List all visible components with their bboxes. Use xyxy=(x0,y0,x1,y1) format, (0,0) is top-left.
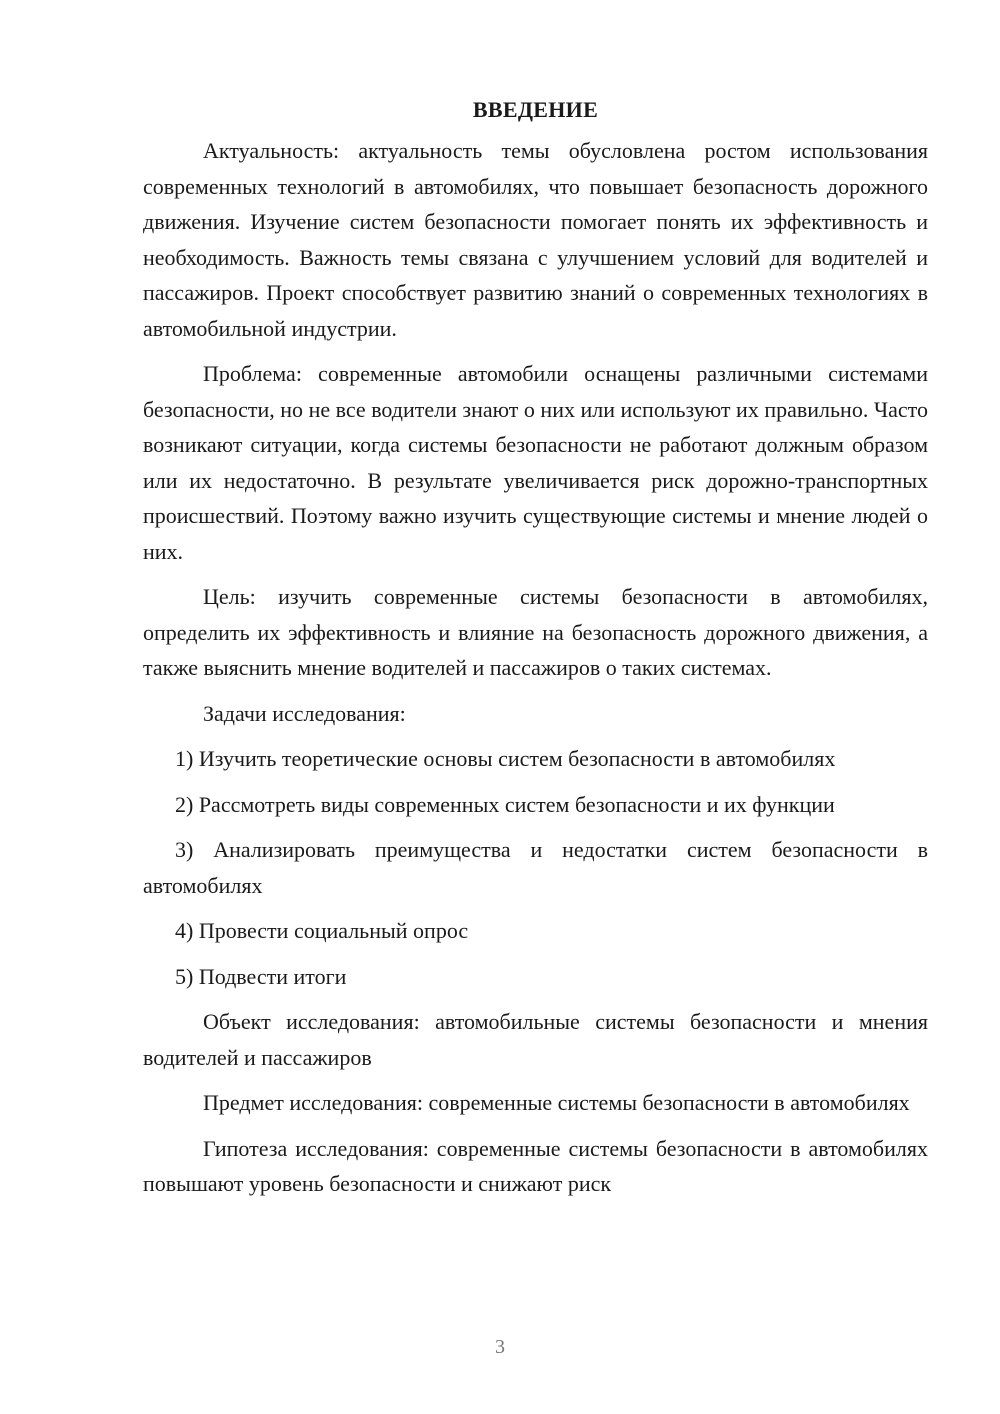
goal-paragraph: Цель: изучить современные системы безопасности в автомобилях, определить их эффективность и влияние на безопасность дорожного движения, а также выяснить мнение водителей и пассажиров о таких системах. xyxy=(143,584,928,680)
object-paragraph: Объект исследования: автомобильные системы безопасности и мнения водителей и пассажиров xyxy=(143,1009,928,1070)
hypothesis-paragraph: Гипотеза исследования: современные системы безопасности в автомобилях повышают уровень безопасности и снижают риск xyxy=(143,1135,928,1196)
page-number: 3 xyxy=(495,1336,505,1358)
problem-paragraph: Проблема: современные автомобили оснащены различными системами безопасности, но не все водители знают о них или используют их правильно. Часто возникают ситуации, когда системы безопасности не работают должным образом или их недостаточно. В результате увеличивается риск дорожно-транспортных происшествий. Поэтому важно изучить существующие системы и мнение людей о них. xyxy=(143,361,928,564)
page-content xyxy=(143,92,928,1212)
task-item-5: 5) Подвести итоги xyxy=(175,963,347,989)
task-item-1: 1) Изучить теоретические основы систем безопасности в автомобилях xyxy=(175,746,836,771)
task-item-2: 2) Рассмотреть виды современных систем безопасности и их функции xyxy=(175,791,835,817)
subject-paragraph: Предмет исследования: современные системы безопасности в автомобилях xyxy=(203,1090,910,1115)
section-heading: ВВЕДЕНИЕ xyxy=(472,97,599,122)
relevance-paragraph: Актуальность: актуальность темы обусловлена ростом использования современных технологий в автомобилях, что повышает безопасность дорожного движения. Изучение систем безопасности помогает понять их эффективность и необходимость. Важность темы связана с улучшением условий для водителей и пассажиров. Проект способствует развитию знаний о современных технологиях в автомобильной индустрии. xyxy=(143,138,928,341)
tasks-intro: Задачи исследования: xyxy=(203,700,406,726)
task-item-3: 3) Анализировать преимущества и недостатки систем безопасности в автомобилях xyxy=(143,837,928,898)
task-item-4: 4) Провести социальный опрос xyxy=(175,918,469,943)
